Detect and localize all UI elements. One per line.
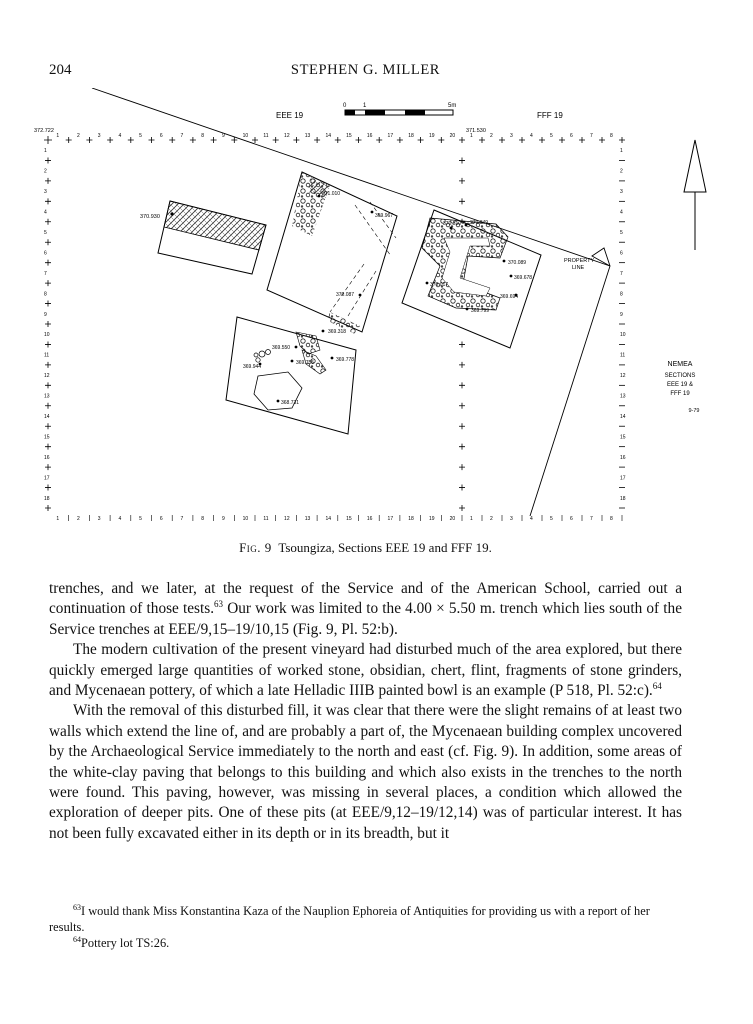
- footnotes: [49, 903, 682, 951]
- footnote-63-number: 63: [73, 902, 81, 912]
- site-plan-drawing: [30, 88, 720, 528]
- grid-cross-marker: [459, 444, 465, 450]
- grid-top-label: 1: [470, 133, 473, 139]
- grid-cross-marker: [45, 444, 51, 450]
- grid-left-label: 5: [44, 230, 47, 236]
- grid-cross-marker: [397, 137, 403, 143]
- grid-cross-marker: [45, 239, 51, 245]
- grid-top-label: 3: [510, 133, 513, 139]
- north-arrow-icon: [684, 140, 706, 250]
- elevation-370510: 370.510: [443, 221, 462, 227]
- grid-left-label: 11: [44, 352, 50, 359]
- footnote-64-number: 64: [73, 934, 81, 944]
- figure-label: Fig. 9: [239, 540, 272, 555]
- grid-top-label: 5: [139, 133, 142, 139]
- grid-cross-marker: [599, 137, 605, 143]
- grid-bottom-label: 7: [590, 516, 593, 522]
- property-label-2: LINE: [572, 265, 585, 271]
- grid-cross-marker: [149, 137, 155, 143]
- elevation-371010: 371.010: [322, 191, 341, 197]
- grid-left-label: 9: [44, 311, 47, 318]
- grid-cross-marker: [459, 485, 465, 491]
- elevation-370349: 370.349: [470, 220, 489, 226]
- sector-label-left: EEE 19: [276, 111, 304, 120]
- grid-bottom-label: 8: [201, 516, 205, 522]
- grid-top-label: 11: [263, 133, 269, 139]
- grid-cross-marker: [479, 137, 485, 143]
- grid-right-label: 15: [620, 434, 626, 441]
- trench-c: [402, 210, 541, 348]
- grid-right-label: 1: [620, 148, 623, 155]
- grid-cross-marker: [356, 137, 362, 143]
- grid-cross-marker: [86, 137, 92, 143]
- paragraph-2: [49, 640, 682, 701]
- grid-cross-marker: [459, 464, 465, 470]
- grid-left-label: 3: [44, 189, 47, 196]
- grid-cross-marker: [45, 382, 51, 388]
- corner-elevation-left: 372.722: [34, 128, 54, 134]
- grid-cross-marker: [45, 403, 51, 409]
- grid-bottom-label: 4: [118, 516, 122, 522]
- grid-bottom-label: 1: [470, 516, 473, 522]
- grid-cross-marker: [314, 137, 320, 143]
- elevation-369944: 369.944: [243, 364, 262, 370]
- grid-top-label: 8: [610, 133, 613, 139]
- elevation-370017: 370.017: [430, 282, 449, 288]
- grid-cross-marker: [376, 137, 382, 143]
- grid-bottom-label: 3: [510, 516, 513, 522]
- grid-bottom-label: 11: [263, 516, 269, 522]
- article-body: [49, 579, 682, 844]
- page-number: 204: [49, 62, 72, 78]
- grid-top-label: 13: [304, 133, 311, 139]
- sector-label-right: FFF 19: [537, 111, 563, 120]
- grid-top-label: 1: [56, 133, 60, 139]
- grid-middle-markers: [459, 157, 465, 511]
- scale-label-five: 5m: [448, 103, 457, 109]
- grid-cross-marker: [169, 137, 175, 143]
- grid-cross-marker: [252, 137, 258, 143]
- grid-top-label: 2: [490, 133, 493, 139]
- grid-right-label: 6: [620, 250, 623, 257]
- grid-top-label: 6: [159, 133, 163, 139]
- grid-bottom-label: 12: [284, 516, 290, 522]
- grid-cross-marker: [459, 157, 465, 163]
- grid-top-label: 7: [590, 133, 593, 139]
- grid-cross-marker: [45, 505, 51, 511]
- grid-bottom-label: 7: [180, 516, 184, 522]
- section-legend: [665, 361, 700, 414]
- grid-cross-marker: [459, 178, 465, 184]
- grid-cross-marker: [579, 137, 585, 143]
- grid-cross-marker: [335, 137, 341, 143]
- grid-cross-marker: [459, 137, 465, 143]
- grid-cross-marker: [459, 362, 465, 368]
- elevation-369778: 369.778: [336, 357, 355, 363]
- grid-bottom-label: 8: [610, 516, 613, 522]
- grid-cross-marker: [418, 137, 424, 143]
- grid-left-label: 6: [44, 250, 47, 257]
- elevation-369550: 369.550: [272, 345, 291, 351]
- footnote-63-text: I would thank Miss Konstantina Kaza of the Nauplion Ephoreia of Antiquities for providing us with a report of her results.: [49, 904, 650, 934]
- grid-cross-marker: [293, 137, 299, 143]
- grid-cross-marker: [45, 260, 51, 266]
- grid-cross-marker: [45, 362, 51, 368]
- grid-right-label: 14: [620, 414, 626, 420]
- grid-top-label: 9: [221, 133, 225, 139]
- figure-caption: [49, 540, 682, 556]
- grid-cross-marker: [45, 301, 51, 307]
- grid-bottom-label: 19: [428, 516, 435, 522]
- grid-top-label: 15: [346, 133, 352, 139]
- grid-right-label: 18: [620, 495, 626, 502]
- grid-bottom-label: 3: [97, 516, 101, 522]
- grid-bottom-label: 17: [387, 516, 394, 522]
- grid-cross-marker: [45, 321, 51, 327]
- grid-bottom-label: 20: [449, 516, 456, 522]
- grid-top-label: 18: [408, 133, 414, 139]
- grid-cross-marker: [519, 137, 525, 143]
- scale-bar: [343, 103, 456, 115]
- grid-top-label: 19: [428, 133, 435, 139]
- grid-bottom-label: 5: [139, 516, 142, 522]
- grid-right-label: 9: [620, 311, 623, 318]
- grid-right-label: 13: [620, 393, 626, 400]
- grid-top-label: 20: [449, 133, 456, 139]
- grid-cross-marker: [107, 137, 113, 143]
- grid-cross-marker: [438, 137, 444, 143]
- grid-cross-marker: [45, 198, 51, 204]
- footnote-64: [49, 935, 682, 951]
- elevation-369755: 369.755: [296, 360, 315, 366]
- grid-left-label: 2: [44, 168, 47, 175]
- paragraph-2-text: The modern cultivation of the present vineyard had disturbed much of the area explored, but there quickly emerged large quantities of worked stone, obsidian, chert, flint, fragments of stone grinders, and Mycenaean pottery, of which a late Helladic IIIB painted bowl is an example (P 518, Pl. 52:c).: [49, 641, 682, 700]
- grid-cross-marker: [211, 137, 217, 143]
- grid-left-label: 8: [44, 291, 47, 298]
- grid-cross-marker: [559, 137, 565, 143]
- trench-a: [140, 201, 266, 274]
- grid-cross-marker: [459, 382, 465, 388]
- elevation-370087: 370.087: [336, 292, 355, 298]
- grid-top-label: 10: [242, 133, 249, 139]
- grid-cross-marker: [66, 137, 72, 143]
- grid-left-label: 18: [44, 495, 50, 502]
- grid-cross-marker: [45, 423, 51, 429]
- grid-left-label: 7: [44, 270, 47, 277]
- grid-top-label: 4: [530, 133, 533, 139]
- grid-left-label: 4: [44, 209, 47, 216]
- grid-top-label: 2: [77, 133, 80, 139]
- grid-cross-marker: [45, 157, 51, 163]
- property-line: [530, 248, 610, 516]
- grid-cross-marker: [273, 137, 279, 143]
- grid-bottom-label: 16: [366, 516, 373, 522]
- grid-top-label: 12: [284, 133, 290, 139]
- grid-bottom-label: 18: [408, 516, 414, 522]
- grid-bottom-label: 15: [346, 516, 352, 522]
- legend-line-4: FFF 19: [670, 391, 690, 397]
- elevation-369678: 369.678: [514, 275, 533, 281]
- grid-top-label: 6: [570, 133, 573, 139]
- grid-left-label: 12: [44, 373, 50, 380]
- grid-cross-marker: [459, 341, 465, 347]
- paragraph-3: With the removal of this disturbed fill, it was clear that there were the slight remains of at least two walls which extend the line of, and are probably a part of, the Mycenaean building complex uncovered by the Archaeological Service immediately to the north and east (cf. Fig. 9). In addition, some areas of the white-clay paving that belongs to this building and which also exists in the trenches to the north were found. This paving, however, was missing in several places, a condition which allowed the exploration of deeper pits. One of these pits (at EEE/9,12–19/12,14) was of particular interest. It has not been fully excavated either in its depth or in its breadth, but it: [49, 702, 682, 842]
- elevation-369318: 369.318: [328, 329, 347, 335]
- grid-left-label: 15: [44, 434, 50, 441]
- grid-right-label: 7: [620, 270, 623, 277]
- grid-top-label: 8: [201, 133, 205, 139]
- paragraph-1: [49, 579, 682, 640]
- elevation-369967: 369.967: [375, 213, 394, 219]
- grid-bottom-label: 14: [325, 516, 332, 522]
- site-plan-figure: [30, 88, 720, 528]
- caption-text: Tsoungiza, Sections EEE 19 and FFF 19.: [278, 540, 492, 555]
- grid-top-label: 14: [325, 133, 332, 139]
- grid-bottom-label: 1: [56, 516, 60, 522]
- grid-left-label: 1: [44, 148, 47, 155]
- footnote-63: [49, 903, 682, 935]
- footnote-ref-64: 64: [652, 680, 662, 691]
- grid-cross-marker: [45, 219, 51, 225]
- paragraph-1-text-a: trenches, and we later, at the request of the Service and of the American School, carried out a continuation of those tests.: [49, 580, 682, 618]
- grid-left-label: 17: [44, 475, 50, 482]
- legend-line-3: EEE 19 &: [666, 382, 694, 388]
- grid-right-label: 4: [620, 209, 623, 216]
- grid-right-label: 2: [620, 168, 623, 175]
- grid-cross-marker: [459, 423, 465, 429]
- elevation-370089: 370.089: [508, 260, 527, 266]
- property-label-1: PROPERTY: [564, 258, 595, 264]
- footnote-ref-63: 63: [214, 599, 224, 610]
- grid-top-label: 16: [366, 133, 373, 139]
- grid-left-label: 13: [44, 393, 50, 400]
- paragraph-1-text-b: Our work was limited to the 4.00 × 5.50 m. trench which lies south of the Service trenches at EEE/9,15–19/10,15 (Fig. 9, Pl. 52:b).: [49, 600, 682, 638]
- trench-d: [226, 317, 356, 434]
- grid-left-label: 16: [44, 454, 50, 461]
- grid-bottom-label: 4: [530, 516, 533, 522]
- grid-bottom-label: 5: [550, 516, 553, 522]
- elevation-368731: 368.731: [281, 400, 300, 406]
- grid-bottom-label: 13: [304, 516, 311, 522]
- grid-cross-marker: [619, 137, 625, 143]
- elevation-369694: 369.694: [500, 294, 519, 300]
- grid-right-label: 8: [620, 291, 623, 298]
- grid-right-label: 10: [620, 332, 626, 339]
- grid-top-scale: [44, 133, 625, 144]
- grid-bottom-label: 2: [490, 516, 493, 522]
- grid-top-label: 5: [550, 133, 553, 139]
- grid-top-label: 4: [118, 133, 122, 139]
- grid-bottom-label: 2: [77, 516, 80, 522]
- scale-label-zero: 0: [343, 103, 347, 109]
- grid-right-label: 17: [620, 475, 626, 482]
- grid-cross-marker: [45, 485, 51, 491]
- grid-right-label: 12: [620, 373, 626, 380]
- grid-top-label: 7: [180, 133, 184, 139]
- page-header: [49, 62, 682, 82]
- grid-left-label: 14: [44, 414, 50, 420]
- grid-right-label: 11: [620, 352, 626, 359]
- legend-line-2: SECTIONS: [664, 373, 696, 379]
- grid-bottom-label: 6: [159, 516, 163, 522]
- grid-cross-marker: [45, 178, 51, 184]
- grid-top-label: 17: [387, 133, 394, 139]
- grid-bottom-label: 10: [242, 516, 249, 522]
- corner-elevation-right: 371.530: [466, 128, 486, 134]
- grid-cross-marker: [45, 341, 51, 347]
- legend-line-1: NEMEA: [667, 361, 693, 368]
- scale-label-one: 1: [363, 103, 367, 109]
- grid-top-label: 3: [97, 133, 101, 139]
- grid-left-label: 10: [44, 332, 50, 339]
- grid-left-scale: [44, 148, 51, 511]
- grid-cross-marker: [45, 280, 51, 286]
- footnote-64-text: Pottery lot TS:26.: [81, 936, 170, 950]
- grid-right-scale: [619, 148, 626, 508]
- grid-right-label: 16: [620, 454, 626, 461]
- elevation-370930: 370.930: [140, 214, 160, 220]
- elevation-369799: 369.799: [471, 308, 490, 314]
- grid-bottom-scale: [56, 515, 622, 522]
- grid-cross-marker: [128, 137, 134, 143]
- grid-cross-marker: [190, 137, 196, 143]
- grid-cross-marker: [459, 403, 465, 409]
- trench-b: [267, 172, 397, 334]
- grid-right-label: 3: [620, 189, 623, 196]
- legend-date: 9-79: [688, 408, 700, 414]
- grid-cross-marker: [499, 137, 505, 143]
- grid-cross-marker: [44, 136, 52, 144]
- grid-cross-marker: [539, 137, 545, 143]
- grid-bottom-label: 9: [221, 516, 225, 522]
- running-head: STEPHEN G. MILLER: [290, 62, 441, 78]
- grid-cross-marker: [459, 505, 465, 511]
- grid-cross-marker: [45, 464, 51, 470]
- grid-cross-marker: [459, 198, 465, 204]
- grid-bottom-label: 6: [570, 516, 573, 522]
- grid-right-label: 5: [620, 230, 623, 236]
